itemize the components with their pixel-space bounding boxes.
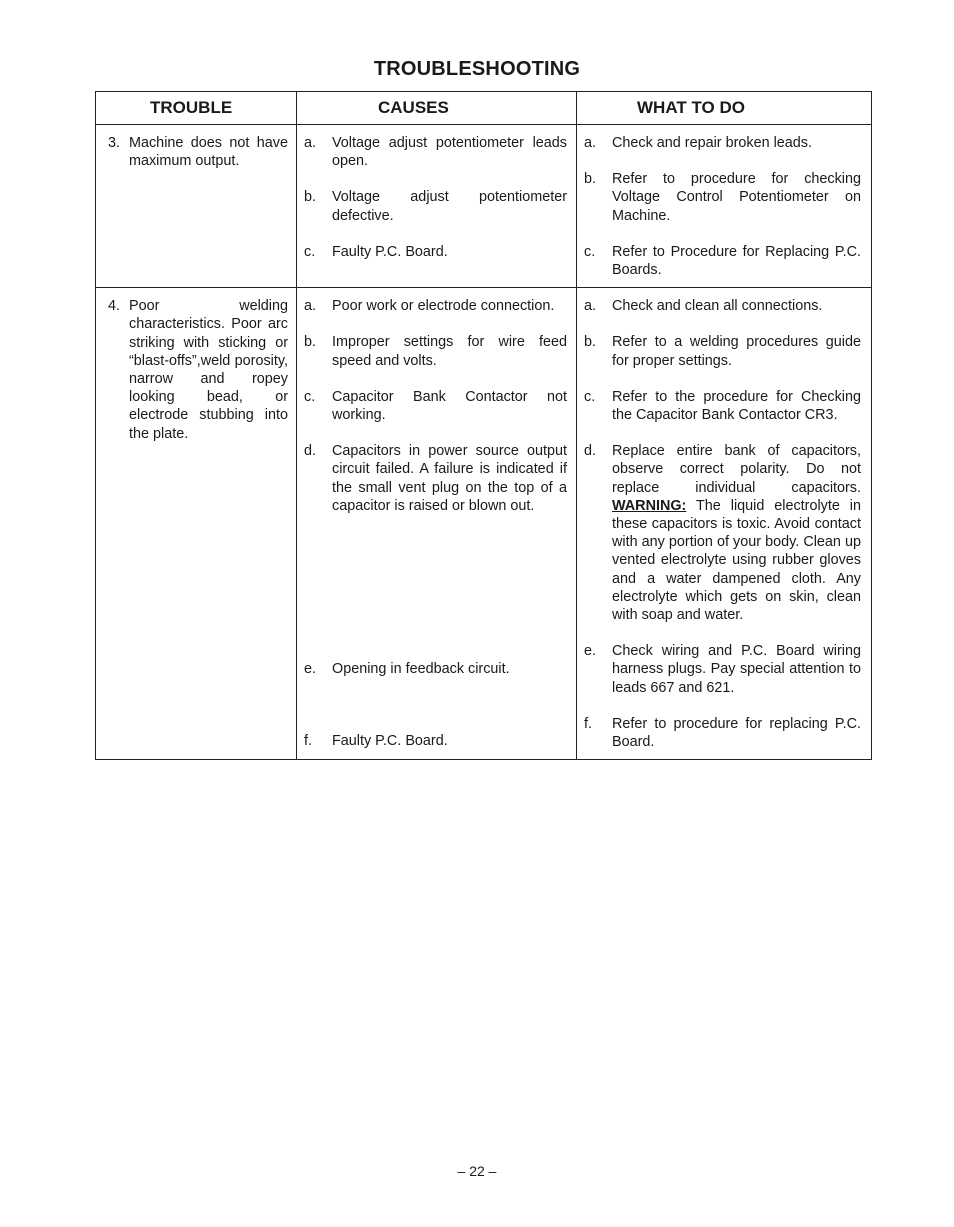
item-letter: e. xyxy=(584,643,597,660)
trouble-number: 4. xyxy=(108,298,121,315)
list-item xyxy=(584,388,861,424)
item-text: Poor work or electrode connection. xyxy=(332,298,555,315)
item-letter: b. xyxy=(304,189,317,206)
list-item xyxy=(584,243,861,279)
table-row xyxy=(96,288,872,760)
list-item xyxy=(304,388,567,424)
list-item xyxy=(584,642,861,697)
item-letter: a. xyxy=(304,298,317,315)
item-text: Check wiring and P.C. Board wiring harness plugs. Pay special attention to leads 667 and 621. xyxy=(612,643,861,696)
item-letter: b. xyxy=(304,334,317,351)
list-item xyxy=(304,297,567,315)
list-item xyxy=(304,732,567,750)
item-letter: f. xyxy=(584,715,592,732)
list-item xyxy=(584,297,861,315)
item-letter: c. xyxy=(304,243,316,260)
item-letter: f. xyxy=(304,733,312,750)
list-item xyxy=(304,660,567,714)
list-item xyxy=(304,333,567,369)
trouble-cell xyxy=(96,288,297,760)
table-header-row xyxy=(96,92,872,125)
item-text: Check and clean all connections. xyxy=(612,298,823,315)
item-letter: a. xyxy=(304,135,317,151)
list-item xyxy=(304,442,567,642)
troubleshooting-table xyxy=(95,91,872,760)
item-letter: a. xyxy=(584,135,597,151)
trouble-text: Machine does not have maximum output. xyxy=(129,135,288,170)
item-letter: c. xyxy=(584,388,596,405)
item-text: Refer to Procedure for Replacing P.C. Boards. xyxy=(612,243,861,279)
list-item xyxy=(584,134,861,152)
header-what-to-do: WHAT TO DO xyxy=(577,92,872,125)
list-item xyxy=(304,134,567,170)
item-letter: c. xyxy=(304,388,316,405)
page-title: TROUBLESHOOTING xyxy=(373,58,581,80)
causes-cell xyxy=(297,288,577,760)
trouble-cell xyxy=(96,125,297,288)
list-item xyxy=(304,188,567,224)
item-text: Check and repair broken leads. xyxy=(612,135,812,151)
item-text xyxy=(612,442,861,624)
list-item xyxy=(304,243,567,261)
item-letter: d. xyxy=(304,443,317,460)
item-letter: c. xyxy=(584,243,596,260)
item-text: Refer to the procedure for Checking the Capacitor Bank Contactor CR3. xyxy=(612,388,861,424)
item-text: Voltage adjust potentiometer leads open. xyxy=(332,135,567,170)
warning-text: The liquid electrolyte in these capacitors is toxic. Avoid contact with any portion of your body. Clean up vented electrolyte using rubber gloves and a water dampened cloth. Any electrolyte which gets on skin, clean with soap and water. xyxy=(612,497,861,624)
list-item xyxy=(584,715,861,751)
what-to-do-cell xyxy=(577,288,872,760)
causes-cell xyxy=(297,125,577,288)
list-item xyxy=(584,333,861,369)
item-letter: b. xyxy=(584,171,597,188)
item-text: Capacitors in power source output circuit failed. A failure is indicated if the small vent plug on the top of a capacitor is raised or blown out. xyxy=(332,443,567,514)
item-text: Voltage adjust potentiometer defective. xyxy=(332,189,567,224)
header-trouble: TROUBLE xyxy=(96,92,297,125)
action-text: Replace entire bank of capacitors, observe correct polarity. Do not replace individual capacitors. xyxy=(612,443,861,496)
trouble-number: 3. xyxy=(108,135,121,151)
item-letter: b. xyxy=(584,334,597,351)
item-text: Refer to a welding procedures guide for proper settings. xyxy=(612,334,861,369)
table-row xyxy=(96,125,872,288)
header-causes: CAUSES xyxy=(297,92,577,125)
what-to-do-cell xyxy=(577,125,872,288)
item-text: Refer to procedure for replacing P.C. Board. xyxy=(612,715,861,751)
warning-label: WARNING: xyxy=(612,497,687,514)
item-text: Refer to procedure for checking Voltage Control Potentiometer on Machine. xyxy=(612,171,861,224)
item-text: Improper settings for wire feed speed and volts. xyxy=(332,334,567,369)
item-text: Opening in feedback circuit. xyxy=(332,661,510,678)
item-text: Faulty P.C. Board. xyxy=(332,733,448,750)
list-item xyxy=(584,442,861,624)
list-item xyxy=(584,170,861,225)
item-letter: e. xyxy=(304,661,317,678)
item-text: Faulty P.C. Board. xyxy=(332,243,448,260)
trouble-text: Poor welding characteristics. Poor arc striking with sticking or “blast-offs”,weld porosity, narrow and ropey looking bead, or electrode stubbing into the plate. xyxy=(129,298,288,442)
item-text: Capacitor Bank Contactor not working. xyxy=(332,388,567,424)
page-number: – 22 – xyxy=(457,1163,497,1179)
item-letter: a. xyxy=(584,298,597,315)
item-letter: d. xyxy=(584,443,597,460)
